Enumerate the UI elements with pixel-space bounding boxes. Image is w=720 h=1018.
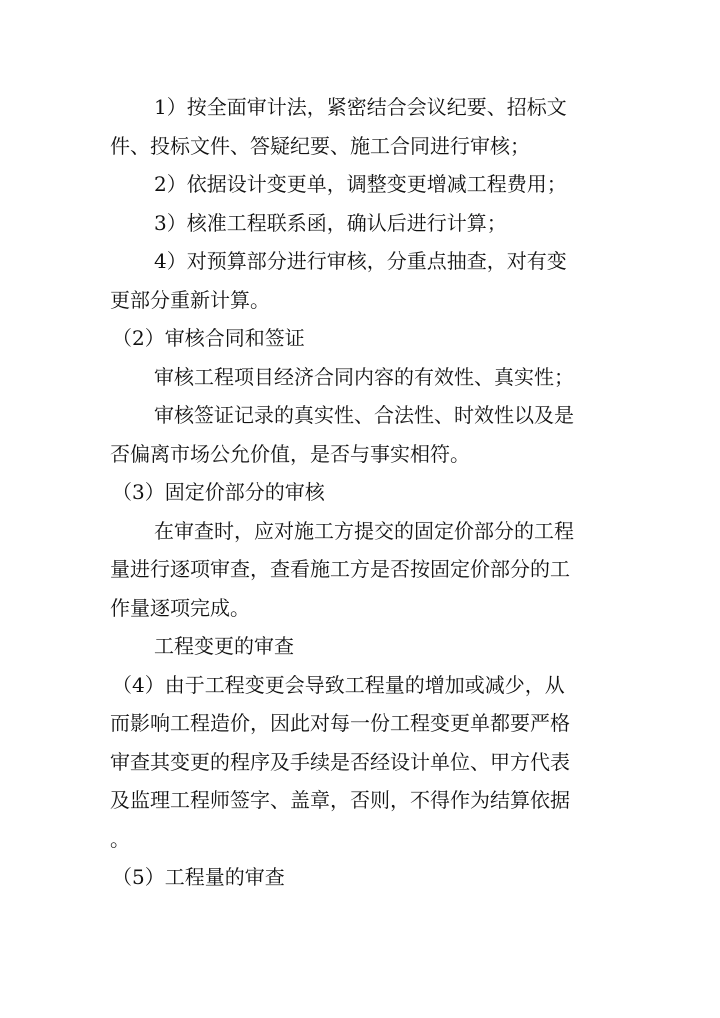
paragraph-line: 4）对预算部分进行审核，分重点抽查，对有变: [154, 249, 567, 273]
subsection-title: 工程变更的审查: [154, 634, 294, 658]
paragraph-line: 更部分重新计算。: [110, 287, 270, 312]
section-heading-4: （4）由于工程变更会导致工程量的增加或减少，从: [112, 672, 565, 697]
paragraph-line: 2）依据设计变更单，调整变更增减工程费用；: [154, 172, 567, 196]
paragraph-line: 审核工程项目经济合同内容的有效性、真实性；: [154, 364, 574, 389]
paragraph-line: 1）按全面审计法，紧密结合会议纪要、招标文: [154, 95, 567, 119]
paragraph-line: 件、投标文件、答疑纪要、施工合同进行审核；: [110, 133, 530, 158]
paragraph-line: 审核签证记录的真实性、合法性、时效性以及是: [154, 403, 574, 427]
section-heading-3: （3）固定价部分的审核: [112, 480, 325, 504]
paragraph-line: 。: [110, 826, 130, 851]
paragraph-line: 及监理工程师签字、盖章，否则，不得作为结算依据: [110, 788, 570, 812]
paragraph-line: 否偏离市场公允价值，是否与事实相符。: [110, 441, 470, 466]
paragraph-line: 作量逐项完成。: [110, 595, 250, 620]
paragraph-line: 而影响工程造价，因此对每一份工程变更单都要严格: [110, 711, 570, 735]
paragraph-line: 3）核准工程联系函，确认后进行计算；: [154, 210, 507, 235]
paragraph-line: 审查其变更的程序及手续是否经设计单位、甲方代表: [110, 749, 570, 774]
section-heading-2: （2）审核合同和签证: [112, 326, 305, 350]
paragraph-line: 量进行逐项审查，查看施工方是否按固定价部分的工: [110, 557, 570, 581]
paragraph-line: 在审查时，应对施工方提交的固定价部分的工程: [154, 518, 574, 543]
section-heading-5: （5）工程量的审查: [112, 865, 285, 889]
document-body: [110, 88, 610, 897]
